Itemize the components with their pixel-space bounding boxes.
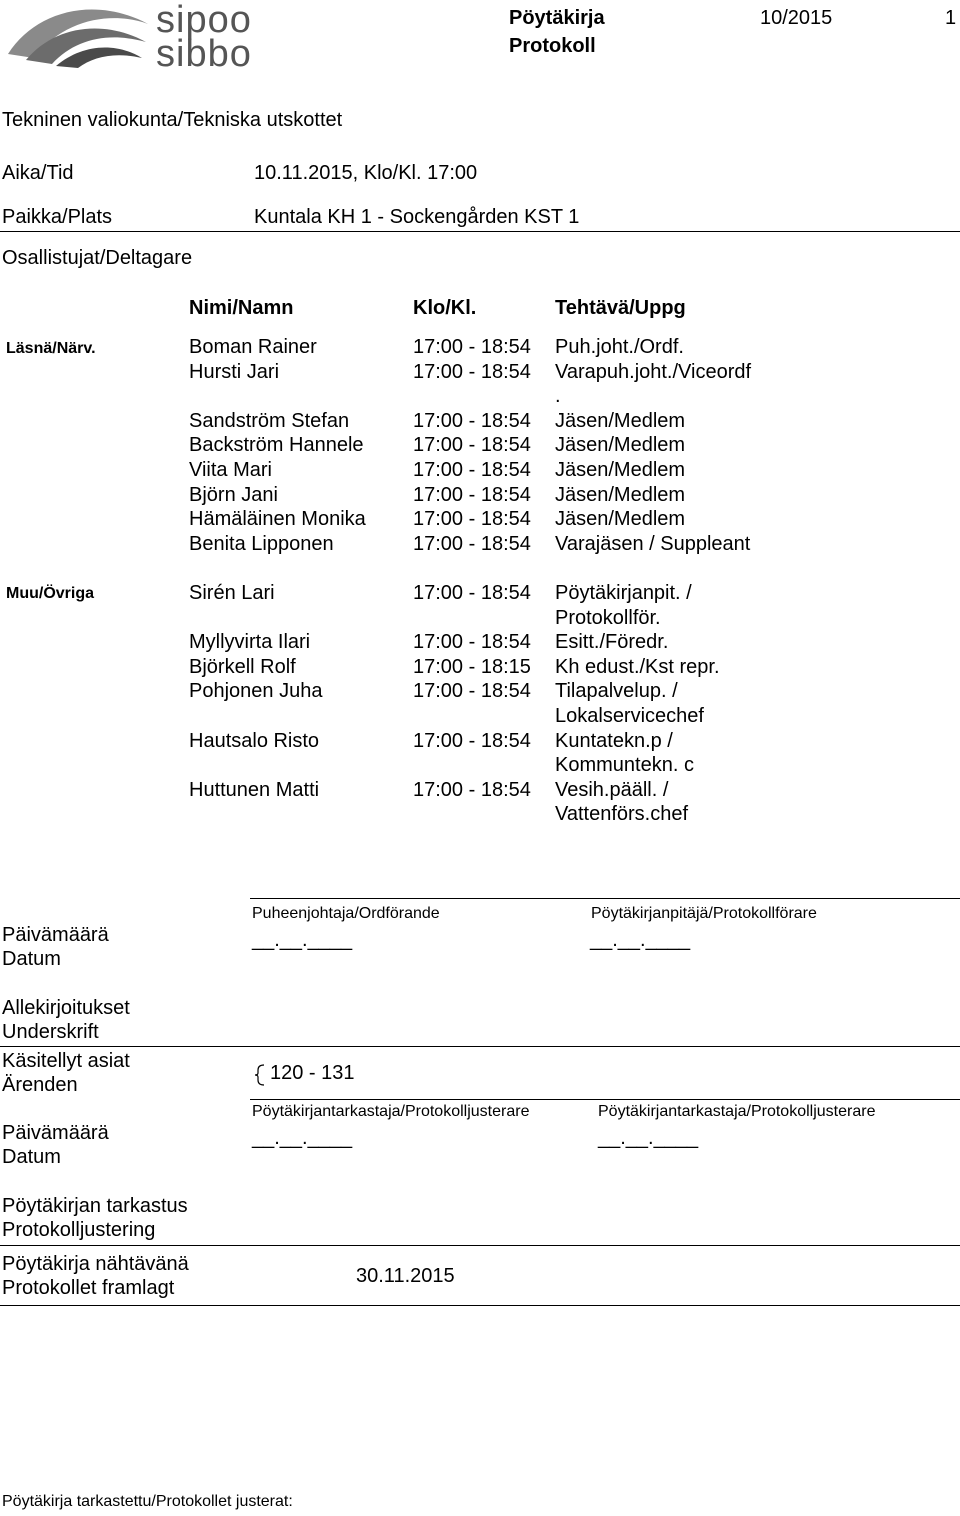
present-label: Läsnä/Närv.	[6, 340, 96, 357]
divider	[0, 1245, 960, 1246]
participant-name: Sandström Stefan	[189, 409, 350, 432]
participant-time: 17:00 - 18:54	[413, 336, 531, 358]
page-number: 1	[945, 7, 957, 29]
checker1-date-field: __.__.____	[252, 1127, 353, 1149]
committee-title: Tekninen valiokunta/Tekniska utskottet	[2, 109, 343, 131]
participant-role-continued: Vattenförs.chef	[555, 803, 689, 826]
participant-time: 17:00 - 18:54	[413, 409, 531, 432]
date-label-sv: Datum	[2, 948, 61, 970]
participant-role-continued: .	[555, 385, 561, 408]
checker2-label: Pöytäkirjantarkastaja/Protokolljusterare	[598, 1103, 876, 1120]
participant-role: Kh edust./Kst repr.	[555, 655, 720, 678]
date-label-sv-2: Datum	[2, 1146, 61, 1168]
verified-label: Pöytäkirja tarkastettu/Protokollet justerat:	[2, 1493, 293, 1510]
participant-name: Backström Hannele	[189, 434, 364, 457]
participant-role-continued: Protokollför.	[555, 606, 661, 629]
participant-role: Jäsen/Medlem	[555, 483, 686, 506]
participant-name: Myllyvirta Ilari	[189, 631, 311, 654]
participant-name: Hursti Jari	[189, 360, 280, 383]
participant-role: Jäsen/Medlem	[555, 459, 686, 481]
divider	[250, 898, 960, 899]
participant-time: 17:00 - 18:54	[413, 729, 531, 752]
signed-label-sv: Underskrift	[2, 1021, 99, 1043]
secretary-label: Pöytäkirjanpitäjä/Protokollförare	[591, 905, 817, 922]
participant-time: 17:00 - 18:54	[413, 508, 531, 531]
checker1-label: Pöytäkirjantarkastaja/Protokolljusterare	[252, 1103, 530, 1120]
column-header-name: Nimi/Namn	[189, 297, 294, 319]
logo-text-sv: sibbo	[156, 33, 252, 75]
participant-role: Kuntatekn.p /	[555, 729, 673, 752]
participant-role: Jäsen/Medlem	[555, 409, 686, 432]
bracket-icon	[254, 1064, 266, 1086]
divider	[0, 231, 960, 232]
place-label: Paikka/Plats	[2, 206, 113, 228]
participant-name: Huttunen Matti	[189, 778, 320, 801]
participant-role: Jäsen/Medlem	[555, 508, 686, 531]
participant-time: 17:00 - 18:54	[413, 360, 531, 383]
check-label-fi: Pöytäkirjan tarkastus	[2, 1195, 188, 1217]
time-value: 10.11.2015, Klo/Kl. 17:00	[254, 162, 478, 184]
participant-name: Björkell Rolf	[189, 655, 296, 678]
participant-role: Pöytäkirjanpit. /	[555, 582, 692, 604]
participant-name: Hämäläinen Monika	[189, 508, 366, 531]
municipality-logo	[6, 0, 256, 75]
items-label-sv: Ärenden	[2, 1074, 78, 1096]
participant-time: 17:00 - 18:54	[413, 459, 531, 481]
participant-time: 17:00 - 18:54	[413, 631, 531, 654]
date-label-fi-2: Päivämäärä	[2, 1122, 109, 1144]
participant-role: Jäsen/Medlem	[555, 434, 686, 457]
participant-role-continued: Kommuntekn. c	[555, 754, 694, 777]
participant-name: Benita Lipponen	[189, 532, 334, 555]
participant-role: Esitt./Föredr.	[555, 631, 669, 654]
participant-name: Boman Rainer	[189, 336, 317, 358]
participant-time: 17:00 - 18:15	[413, 655, 531, 678]
participant-role-continued: Lokalservicechef	[555, 705, 704, 727]
participant-name: Pohjonen Juha	[189, 680, 323, 703]
participant-time: 17:00 - 18:54	[413, 680, 531, 703]
items-value: 120 - 131	[270, 1062, 355, 1084]
participant-role: Tilapalvelup. /	[555, 680, 678, 703]
divider	[250, 1099, 960, 1100]
display-label-sv: Protokollet framlagt	[2, 1277, 175, 1299]
display-value: 30.11.2015	[356, 1265, 455, 1287]
participant-role: Varajäsen / Suppleant	[555, 532, 751, 555]
participant-name: Viita Mari	[189, 459, 272, 481]
participant-role: Puh.joht./Ordf.	[555, 336, 684, 358]
doc-type-sv: Protokoll	[509, 35, 596, 57]
time-label: Aika/Tid	[2, 162, 74, 184]
column-header-role: Tehtävä/Uppg	[555, 297, 686, 319]
participant-time: 17:00 - 18:54	[413, 434, 531, 457]
others-label: Muu/Övriga	[6, 585, 95, 602]
participant-role: Vesih.pääll. /	[555, 778, 669, 801]
divider	[0, 1305, 960, 1306]
participant-time: 17:00 - 18:54	[413, 582, 531, 604]
participant-time: 17:00 - 18:54	[413, 778, 531, 801]
participant-name: Björn Jani	[189, 483, 278, 506]
participant-name: Sirén Lari	[189, 582, 275, 604]
place-value: Kuntala KH 1 - Sockengården KST 1	[254, 206, 580, 228]
chair-date-field: __.__.____	[252, 929, 353, 951]
signed-label-fi: Allekirjoitukset	[2, 997, 130, 1019]
secretary-date-field: __.__.____	[590, 929, 691, 951]
participant-time: 17:00 - 18:54	[413, 532, 531, 555]
divider	[0, 1046, 960, 1047]
date-label-fi: Päivämäärä	[2, 924, 109, 946]
doc-type-fi: Pöytäkirja	[509, 7, 605, 29]
display-label-fi: Pöytäkirja nähtävänä	[2, 1253, 189, 1275]
participant-name: Hautsalo Risto	[189, 729, 320, 752]
chair-label: Puheenjohtaja/Ordförande	[252, 905, 440, 922]
items-label-fi: Käsitellyt asiat	[2, 1050, 130, 1072]
logo-swoosh-icon	[6, 2, 156, 72]
meeting-number: 10/2015	[760, 7, 833, 29]
logo-text-fi: sipoo	[156, 0, 252, 41]
participants-label: Osallistujat/Deltagare	[2, 247, 193, 269]
checker2-date-field: __.__.____	[598, 1127, 699, 1149]
participant-time: 17:00 - 18:54	[413, 483, 531, 506]
check-label-sv: Protokolljustering	[2, 1219, 156, 1241]
participant-role: Varapuh.joht./Viceordf	[555, 360, 752, 383]
column-header-time: Klo/Kl.	[413, 297, 477, 319]
